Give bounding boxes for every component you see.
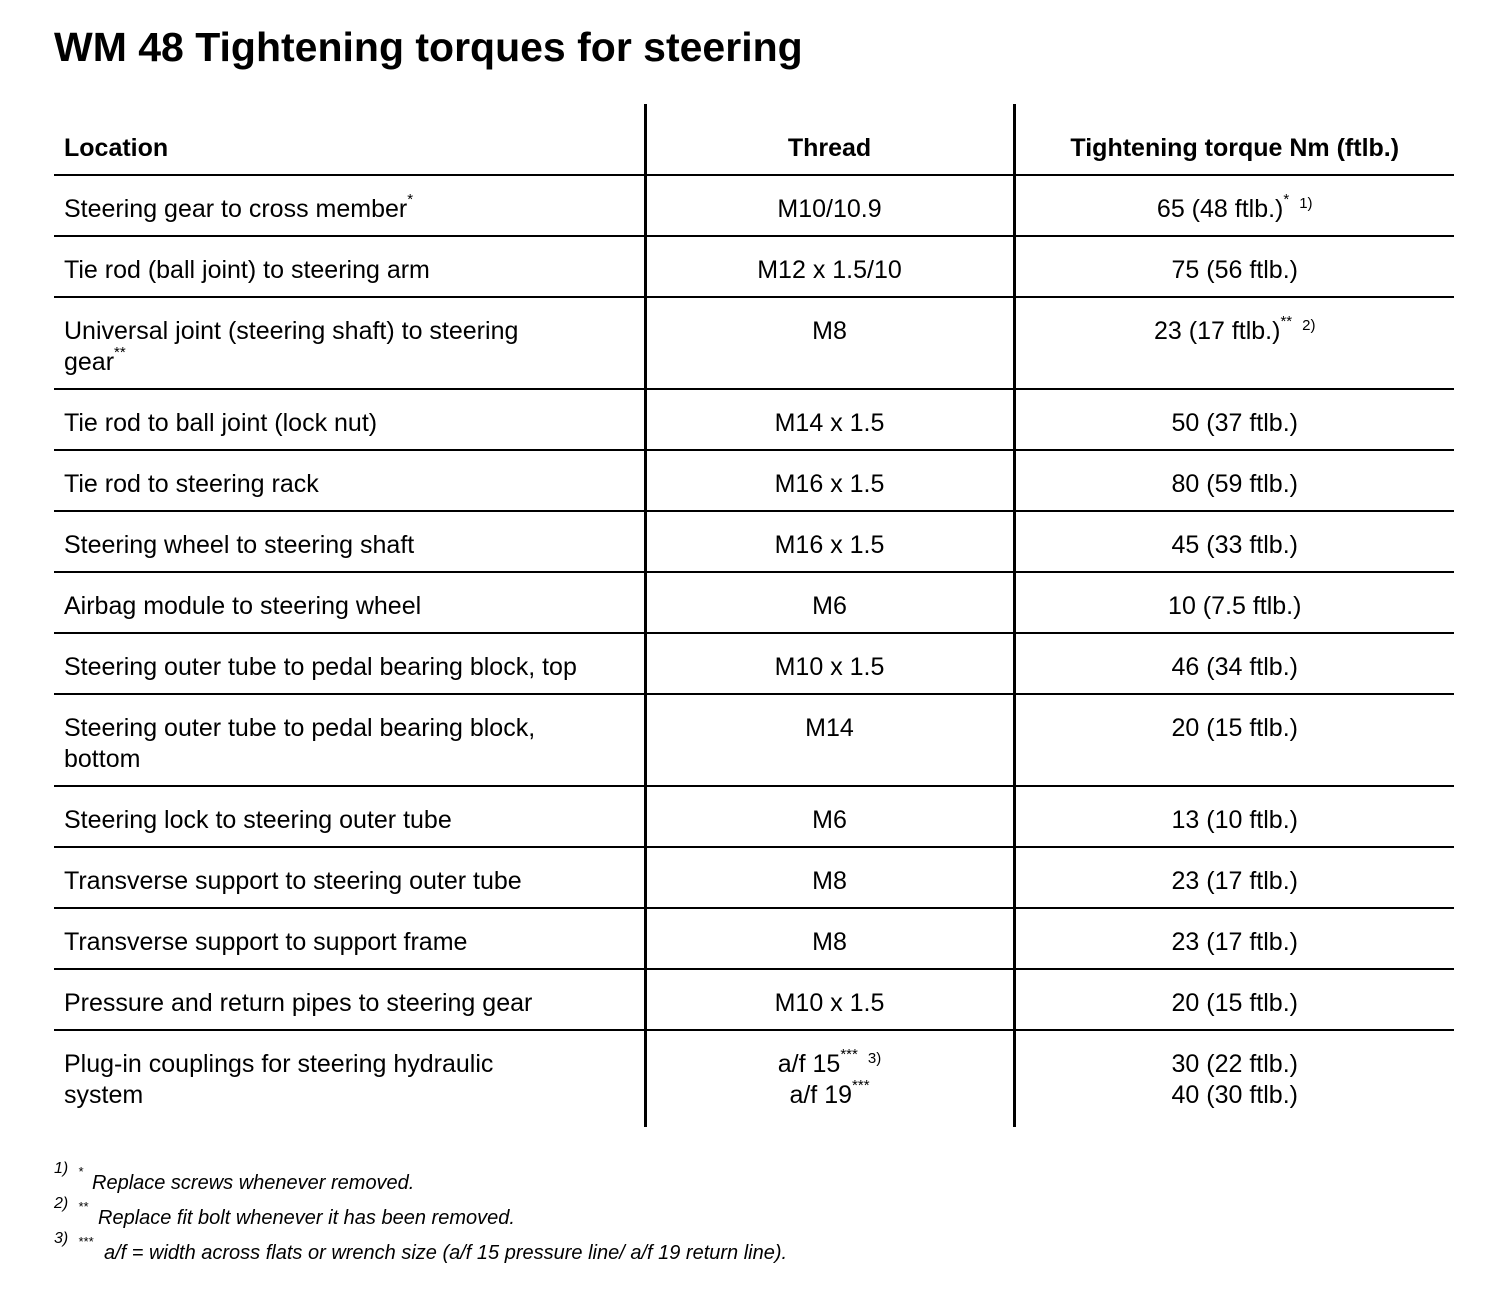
cell-thread-value: M6 xyxy=(812,806,847,834)
cell-torque-text xyxy=(1026,652,1445,683)
table-row xyxy=(54,389,1454,450)
header-torque: Tightening torque Nm (ftlb.) xyxy=(1014,104,1454,175)
cell-torque-value: 75 (56 ftlb.) xyxy=(1171,256,1298,284)
cell-thread xyxy=(645,511,1014,572)
cell-torque xyxy=(1014,236,1454,297)
cell-location xyxy=(54,786,645,847)
footnote-marker: * xyxy=(407,190,414,208)
table-row xyxy=(54,450,1454,511)
footnote-marker: ** xyxy=(114,343,126,361)
cell-thread-text xyxy=(657,652,1003,683)
cell-torque-value: 10 (7.5 ftlb.) xyxy=(1168,592,1302,620)
cell-thread-value: M12 x 1.5/10 xyxy=(757,256,902,284)
cell-thread xyxy=(645,786,1014,847)
footnote-ref: 2) xyxy=(1302,316,1316,334)
cell-thread xyxy=(645,694,1014,786)
cell-location xyxy=(54,511,645,572)
table-row xyxy=(54,297,1454,389)
cell-torque-text xyxy=(1026,312,1445,347)
footnote-ref: 3) xyxy=(867,1049,882,1067)
footnote-ref: 1) xyxy=(1299,194,1313,212)
cell-thread-text xyxy=(657,866,1003,897)
cell-location-value: bottom xyxy=(64,745,141,773)
footnote-text: Replace screws whenever removed. xyxy=(92,1172,415,1194)
table-row xyxy=(54,175,1454,236)
footnote-marker: * xyxy=(1283,190,1290,208)
cell-torque-text xyxy=(1026,927,1445,958)
cell-thread-text xyxy=(657,408,1003,439)
cell-torque xyxy=(1014,969,1454,1030)
cell-torque-value: 20 (15 ftlb.) xyxy=(1171,714,1298,742)
cell-location xyxy=(54,175,645,236)
cell-thread xyxy=(645,175,1014,236)
cell-torque-text xyxy=(1026,1080,1445,1111)
cell-thread-value: M10 x 1.5 xyxy=(774,989,885,1017)
cell-torque-text xyxy=(1026,408,1445,439)
table-header-row xyxy=(54,104,1454,175)
footnote-number: 3) xyxy=(54,1230,69,1247)
table-row xyxy=(54,786,1454,847)
cell-location xyxy=(54,908,645,969)
cell-location-value: Tie rod to steering rack xyxy=(64,470,319,498)
footnote-marker: ** xyxy=(78,1199,89,1214)
cell-torque xyxy=(1014,908,1454,969)
cell-torque xyxy=(1014,450,1454,511)
cell-torque xyxy=(1014,694,1454,786)
footnote-text: a/f = width across flats or wrench size (a/f 15 pressure line/ a/f 19 return line). xyxy=(104,1242,788,1264)
cell-location-text xyxy=(64,316,634,347)
cell-location-value: Transverse support to support frame xyxy=(64,928,468,956)
cell-thread-value: a/f 19 xyxy=(789,1081,853,1109)
cell-thread xyxy=(645,450,1014,511)
cell-torque xyxy=(1014,786,1454,847)
cell-torque-value: 20 (15 ftlb.) xyxy=(1171,989,1298,1017)
cell-thread-value: M10/10.9 xyxy=(777,195,882,223)
cell-torque-value: 23 (17 ftlb.) xyxy=(1171,867,1298,895)
cell-thread xyxy=(645,908,1014,969)
cell-location-value: Airbag module to steering wheel xyxy=(64,592,422,620)
cell-thread-value: M8 xyxy=(812,317,847,345)
cell-torque xyxy=(1014,847,1454,908)
cell-location-text xyxy=(64,988,634,1019)
cell-torque-text xyxy=(1026,805,1445,836)
cell-torque-value: 46 (34 ftlb.) xyxy=(1171,653,1298,681)
cell-torque-value: 65 (48 ftlb.) xyxy=(1156,195,1284,223)
cell-thread-text xyxy=(657,530,1003,561)
cell-torque-text xyxy=(1026,988,1445,1019)
cell-torque-text xyxy=(1026,866,1445,897)
cell-torque-text xyxy=(1026,530,1445,561)
cell-location-value: Tie rod to ball joint (lock nut) xyxy=(64,409,378,437)
cell-thread-value: a/f 15 xyxy=(777,1050,841,1078)
cell-location xyxy=(54,297,645,389)
table-row xyxy=(54,847,1454,908)
cell-location xyxy=(54,236,645,297)
cell-torque-value: 23 (17 ftlb.) xyxy=(1171,928,1298,956)
cell-thread-text xyxy=(657,988,1003,1019)
footnote-number: 2) xyxy=(54,1195,69,1212)
cell-location-text xyxy=(64,343,634,378)
cell-torque-text xyxy=(1026,591,1445,622)
cell-location-text xyxy=(64,744,634,775)
cell-location xyxy=(54,847,645,908)
cell-location-text xyxy=(64,1080,634,1111)
cell-location-value: Universal joint (steering shaft) to steering xyxy=(64,317,519,345)
cell-torque xyxy=(1014,511,1454,572)
cell-location-text xyxy=(64,469,634,500)
table-row xyxy=(54,511,1454,572)
cell-torque xyxy=(1014,633,1454,694)
cell-thread-text xyxy=(657,194,1003,225)
cell-torque-value: 50 (37 ftlb.) xyxy=(1171,409,1298,437)
cell-location-value: Steering gear to cross member xyxy=(64,195,408,223)
cell-location-value: Tie rod (ball joint) to steering arm xyxy=(64,256,430,284)
cell-location-value: system xyxy=(64,1081,144,1109)
table-row xyxy=(54,694,1454,786)
cell-torque xyxy=(1014,175,1454,236)
cell-torque-value: 80 (59 ftlb.) xyxy=(1171,470,1298,498)
cell-location-text xyxy=(64,652,634,683)
cell-thread xyxy=(645,847,1014,908)
cell-torque-value: 40 (30 ftlb.) xyxy=(1171,1081,1298,1109)
table-row xyxy=(54,633,1454,694)
cell-thread-value: M8 xyxy=(812,928,847,956)
cell-location-text xyxy=(64,805,634,836)
page-title: WM 48 Tightening torques for steering xyxy=(54,24,803,70)
footnote-marker: *** xyxy=(840,1045,858,1063)
cell-location-text xyxy=(64,530,634,561)
cell-thread-text xyxy=(657,1045,1003,1080)
footnote-number: 1) xyxy=(54,1160,69,1177)
cell-location-value: Steering wheel to steering shaft xyxy=(64,531,415,559)
cell-thread-text xyxy=(657,469,1003,500)
cell-location-value: Steering outer tube to pedal bearing block, xyxy=(64,714,536,742)
cell-location-value: Plug-in couplings for steering hydraulic xyxy=(64,1050,494,1078)
cell-thread xyxy=(645,389,1014,450)
cell-location-text xyxy=(64,1049,634,1080)
cell-location-text xyxy=(64,255,634,286)
cell-location xyxy=(54,450,645,511)
cell-location-value: Steering lock to steering outer tube xyxy=(64,806,452,834)
cell-thread-text xyxy=(657,1076,1003,1111)
cell-torque xyxy=(1014,297,1454,389)
cell-thread-value: M16 x 1.5 xyxy=(774,470,885,498)
footnote-marker: *** xyxy=(852,1076,870,1094)
footnote-marker: *** xyxy=(78,1234,94,1249)
cell-thread-value: M8 xyxy=(812,867,847,895)
cell-thread xyxy=(645,572,1014,633)
cell-location xyxy=(54,389,645,450)
cell-thread-value: M14 x 1.5 xyxy=(774,409,885,437)
cell-thread-text xyxy=(657,713,1003,744)
cell-location-text xyxy=(64,190,634,225)
footnote-text: Replace fit bolt whenever it has been removed. xyxy=(98,1207,515,1229)
cell-thread-value: M6 xyxy=(812,592,847,620)
cell-torque-text xyxy=(1026,469,1445,500)
cell-torque-value: 13 (10 ftlb.) xyxy=(1171,806,1298,834)
cell-location-text xyxy=(64,591,634,622)
cell-thread-text xyxy=(657,316,1003,347)
cell-thread-text xyxy=(657,255,1003,286)
cell-thread-value: M14 xyxy=(805,714,854,742)
cell-thread xyxy=(645,236,1014,297)
cell-thread-value: M10 x 1.5 xyxy=(774,653,885,681)
cell-thread-text xyxy=(657,927,1003,958)
cell-location xyxy=(54,1030,645,1127)
cell-location-value: Transverse support to steering outer tube xyxy=(64,867,522,895)
cell-location-value: Pressure and return pipes to steering gear xyxy=(64,989,533,1017)
cell-thread xyxy=(645,969,1014,1030)
cell-location-text xyxy=(64,866,634,897)
table-row xyxy=(54,969,1454,1030)
table-row xyxy=(54,572,1454,633)
cell-thread xyxy=(645,297,1014,389)
cell-thread xyxy=(645,633,1014,694)
cell-torque xyxy=(1014,572,1454,633)
table-row xyxy=(54,236,1454,297)
cell-location xyxy=(54,969,645,1030)
torque-table xyxy=(54,104,1454,1127)
cell-location-value: Steering outer tube to pedal bearing block, top xyxy=(64,653,577,681)
cell-torque-text xyxy=(1026,1049,1445,1080)
cell-location-text xyxy=(64,408,634,439)
cell-location-text xyxy=(64,713,634,744)
footnote-marker: ** xyxy=(1280,312,1293,330)
cell-location-value: gear xyxy=(64,348,115,376)
cell-thread xyxy=(645,1030,1014,1127)
cell-location-text xyxy=(64,927,634,958)
cell-thread-value: M16 x 1.5 xyxy=(774,531,885,559)
cell-torque-text xyxy=(1026,190,1445,225)
header-location: Location xyxy=(54,104,645,175)
cell-torque xyxy=(1014,1030,1454,1127)
cell-torque-value: 45 (33 ftlb.) xyxy=(1171,531,1298,559)
cell-thread-text xyxy=(657,591,1003,622)
cell-location xyxy=(54,572,645,633)
footnote-marker: * xyxy=(78,1164,84,1179)
cell-thread-text xyxy=(657,805,1003,836)
table-row xyxy=(54,908,1454,969)
cell-torque-text xyxy=(1026,713,1445,744)
cell-torque-text xyxy=(1026,255,1445,286)
cell-torque-value: 23 (17 ftlb.) xyxy=(1154,317,1281,345)
header-thread: Thread xyxy=(645,104,1014,175)
table-row xyxy=(54,1030,1454,1127)
cell-location xyxy=(54,633,645,694)
cell-torque-value: 30 (22 ftlb.) xyxy=(1171,1050,1298,1078)
cell-location xyxy=(54,694,645,786)
cell-torque xyxy=(1014,389,1454,450)
